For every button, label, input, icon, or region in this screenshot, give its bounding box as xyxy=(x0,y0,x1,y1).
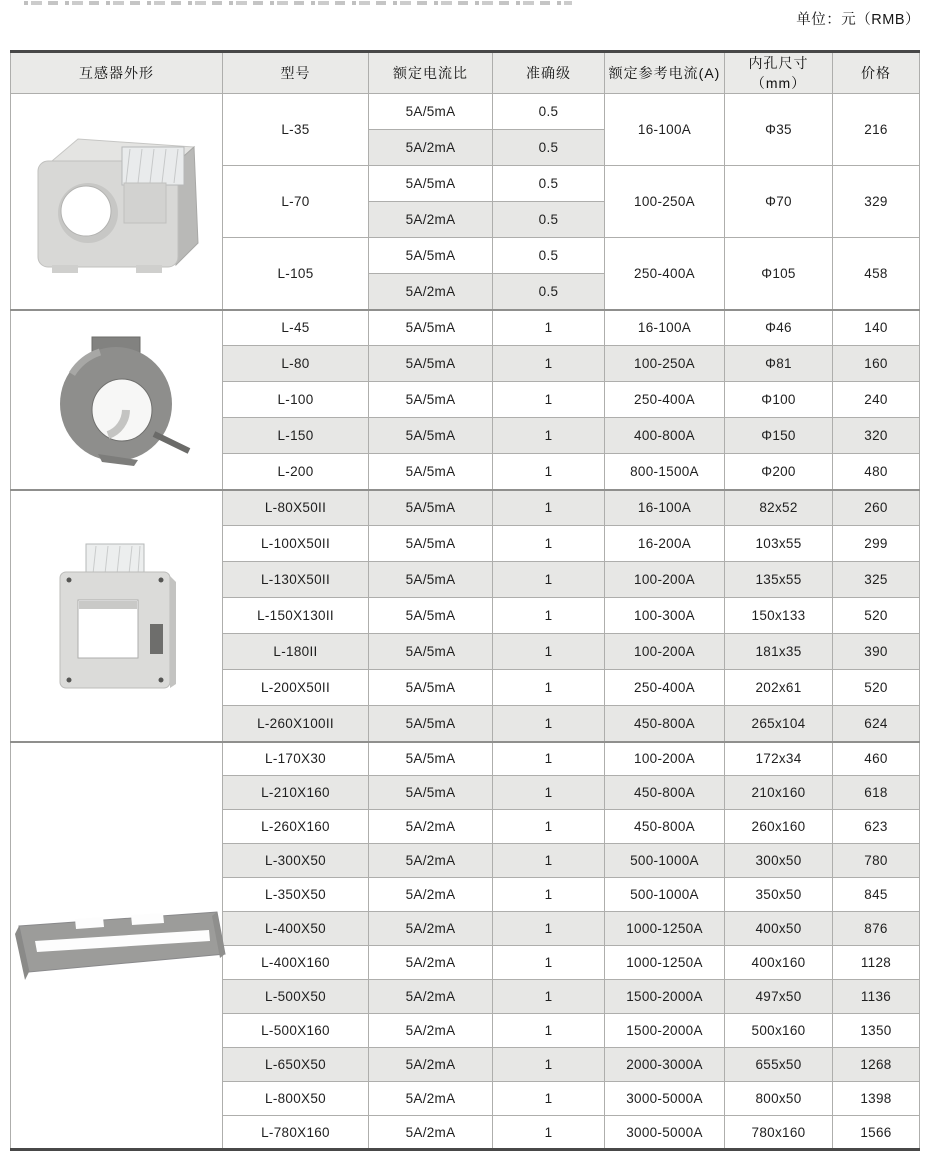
model-cell: L-210X160 xyxy=(223,776,369,810)
table-row xyxy=(11,94,920,130)
accuracy-cell: 0.5 xyxy=(493,166,605,202)
price-cell: 876 xyxy=(833,912,920,946)
model-cell: L-80X50II xyxy=(223,490,369,526)
column-header-hole-size: 内孔尺寸（mm） xyxy=(725,52,833,94)
accuracy-cell: 0.5 xyxy=(493,130,605,166)
ratio-cell: 5A/5mA xyxy=(369,526,493,562)
accuracy-cell: 1 xyxy=(493,310,605,346)
model-cell: L-130X50II xyxy=(223,562,369,598)
hole-size-cell: 500x160 xyxy=(725,1014,833,1048)
price-cell: 845 xyxy=(833,878,920,912)
unit-label: 单位：元（RMB） xyxy=(796,12,920,28)
model-cell: L-100 xyxy=(223,382,369,418)
transformer-toroid-image xyxy=(42,332,192,467)
current-cell: 100-250A xyxy=(605,346,725,382)
column-header-current: 额定参考电流(A) xyxy=(605,52,725,94)
current-cell: 450-800A xyxy=(605,810,725,844)
hole-size-cell: 780x160 xyxy=(725,1116,833,1150)
price-cell: 140 xyxy=(833,310,920,346)
hole-size-cell: Φ70 xyxy=(725,166,833,238)
price-cell: 520 xyxy=(833,598,920,634)
price-cell: 329 xyxy=(833,166,920,238)
price-cell: 1136 xyxy=(833,980,920,1014)
accuracy-cell: 1 xyxy=(493,1048,605,1082)
accuracy-cell: 1 xyxy=(493,742,605,776)
hole-size-cell: 82x52 xyxy=(725,490,833,526)
current-cell: 400-800A xyxy=(605,418,725,454)
model-cell: L-180II xyxy=(223,634,369,670)
ratio-cell: 5A/5mA xyxy=(369,490,493,526)
model-cell: L-260X160 xyxy=(223,810,369,844)
ratio-cell: 5A/5mA xyxy=(369,670,493,706)
transformer-box-round-hole-image xyxy=(24,125,209,277)
accuracy-cell: 1 xyxy=(493,526,605,562)
hole-size-cell: 800x50 xyxy=(725,1082,833,1116)
hole-size-cell: 300x50 xyxy=(725,844,833,878)
hole-size-cell: 150x133 xyxy=(725,598,833,634)
product-image-cell xyxy=(11,310,223,490)
current-cell: 3000-5000A xyxy=(605,1082,725,1116)
current-cell: 100-200A xyxy=(605,634,725,670)
ratio-cell: 5A/5mA xyxy=(369,418,493,454)
current-cell: 16-100A xyxy=(605,310,725,346)
price-cell: 618 xyxy=(833,776,920,810)
product-image-cell xyxy=(11,742,223,1150)
hole-size-cell: Φ105 xyxy=(725,238,833,310)
accuracy-cell: 1 xyxy=(493,844,605,878)
price-cell: 240 xyxy=(833,382,920,418)
hole-size-cell: 103x55 xyxy=(725,526,833,562)
current-cell: 16-200A xyxy=(605,526,725,562)
column-header-accuracy: 准确级 xyxy=(493,52,605,94)
accuracy-cell: 1 xyxy=(493,706,605,742)
model-cell: L-800X50 xyxy=(223,1082,369,1116)
price-cell: 780 xyxy=(833,844,920,878)
model-cell: L-80 xyxy=(223,346,369,382)
accuracy-cell: 1 xyxy=(493,562,605,598)
hole-size-cell: 172x34 xyxy=(725,742,833,776)
hole-size-cell: 400x160 xyxy=(725,946,833,980)
price-cell: 1268 xyxy=(833,1048,920,1082)
price-table-body xyxy=(11,94,920,1150)
price-cell: 1398 xyxy=(833,1082,920,1116)
price-cell: 320 xyxy=(833,418,920,454)
accuracy-cell: 1 xyxy=(493,418,605,454)
model-cell: L-200 xyxy=(223,454,369,490)
ratio-cell: 5A/2mA xyxy=(369,274,493,310)
hole-size-cell: Φ100 xyxy=(725,382,833,418)
model-cell: L-150X130II xyxy=(223,598,369,634)
model-cell: L-400X50 xyxy=(223,912,369,946)
current-cell: 1000-1250A xyxy=(605,912,725,946)
ratio-cell: 5A/5mA xyxy=(369,562,493,598)
hole-size-cell: Φ35 xyxy=(725,94,833,166)
accuracy-cell: 0.5 xyxy=(493,202,605,238)
accuracy-cell: 1 xyxy=(493,810,605,844)
current-cell: 1500-2000A xyxy=(605,1014,725,1048)
ratio-cell: 5A/2mA xyxy=(369,912,493,946)
model-cell: L-170X30 xyxy=(223,742,369,776)
ratio-cell: 5A/2mA xyxy=(369,1082,493,1116)
column-header-model: 型号 xyxy=(223,52,369,94)
price-cell: 216 xyxy=(833,94,920,166)
model-cell: L-200X50II xyxy=(223,670,369,706)
price-cell: 520 xyxy=(833,670,920,706)
accuracy-cell: 1 xyxy=(493,634,605,670)
accuracy-cell: 1 xyxy=(493,912,605,946)
transformer-rect-window-image xyxy=(52,536,182,696)
ratio-cell: 5A/5mA xyxy=(369,346,493,382)
hole-size-cell: 260x160 xyxy=(725,810,833,844)
current-cell: 1500-2000A xyxy=(605,980,725,1014)
model-cell: L-350X50 xyxy=(223,878,369,912)
model-cell: L-780X160 xyxy=(223,1116,369,1150)
hole-size-cell: Φ46 xyxy=(725,310,833,346)
hole-size-cell: Φ200 xyxy=(725,454,833,490)
model-cell: L-650X50 xyxy=(223,1048,369,1082)
current-cell: 100-200A xyxy=(605,562,725,598)
accuracy-cell: 1 xyxy=(493,382,605,418)
accuracy-cell: 0.5 xyxy=(493,94,605,130)
price-cell: 1350 xyxy=(833,1014,920,1048)
accuracy-cell: 1 xyxy=(493,598,605,634)
table-row xyxy=(11,742,920,776)
ratio-cell: 5A/5mA xyxy=(369,598,493,634)
price-cell: 160 xyxy=(833,346,920,382)
current-cell: 100-200A xyxy=(605,742,725,776)
price-cell: 624 xyxy=(833,706,920,742)
accuracy-cell: 1 xyxy=(493,1014,605,1048)
ratio-cell: 5A/5mA xyxy=(369,310,493,346)
current-cell: 3000-5000A xyxy=(605,1116,725,1150)
model-cell: L-70 xyxy=(223,166,369,238)
hole-size-cell: 265x104 xyxy=(725,706,833,742)
ratio-cell: 5A/5mA xyxy=(369,706,493,742)
model-cell: L-105 xyxy=(223,238,369,310)
ratio-cell: 5A/5mA xyxy=(369,94,493,130)
ratio-cell: 5A/5mA xyxy=(369,166,493,202)
accuracy-cell: 1 xyxy=(493,878,605,912)
product-image-cell xyxy=(11,94,223,310)
ratio-cell: 5A/2mA xyxy=(369,810,493,844)
ratio-cell: 5A/2mA xyxy=(369,980,493,1014)
price-cell: 623 xyxy=(833,810,920,844)
hole-size-cell: 181x35 xyxy=(725,634,833,670)
ratio-cell: 5A/5mA xyxy=(369,238,493,274)
ratio-cell: 5A/2mA xyxy=(369,1048,493,1082)
hole-size-cell: 350x50 xyxy=(725,878,833,912)
table-header-row xyxy=(11,52,920,94)
price-cell: 480 xyxy=(833,454,920,490)
hole-size-cell: 400x50 xyxy=(725,912,833,946)
hole-size-cell: Φ81 xyxy=(725,346,833,382)
ratio-cell: 5A/5mA xyxy=(369,776,493,810)
ratio-cell: 5A/2mA xyxy=(369,878,493,912)
current-cell: 800-1500A xyxy=(605,454,725,490)
model-cell: L-45 xyxy=(223,310,369,346)
price-cell: 458 xyxy=(833,238,920,310)
column-header-ratio: 额定电流比 xyxy=(369,52,493,94)
hole-size-cell: 202x61 xyxy=(725,670,833,706)
price-table xyxy=(10,50,920,1151)
model-cell: L-500X160 xyxy=(223,1014,369,1048)
accuracy-cell: 1 xyxy=(493,980,605,1014)
ratio-cell: 5A/2mA xyxy=(369,1014,493,1048)
accuracy-cell: 1 xyxy=(493,346,605,382)
accuracy-cell: 1 xyxy=(493,1116,605,1150)
accuracy-cell: 0.5 xyxy=(493,274,605,310)
current-cell: 450-800A xyxy=(605,776,725,810)
ratio-cell: 5A/5mA xyxy=(369,382,493,418)
model-cell: L-500X50 xyxy=(223,980,369,1014)
accuracy-cell: 0.5 xyxy=(493,238,605,274)
price-cell: 1128 xyxy=(833,946,920,980)
price-cell: 390 xyxy=(833,634,920,670)
accuracy-cell: 1 xyxy=(493,946,605,980)
ratio-cell: 5A/2mA xyxy=(369,202,493,238)
model-cell: L-35 xyxy=(223,94,369,166)
product-image-cell xyxy=(11,490,223,742)
price-cell: 325 xyxy=(833,562,920,598)
model-cell: L-400X160 xyxy=(223,946,369,980)
accuracy-cell: 1 xyxy=(493,776,605,810)
hole-size-cell: 497x50 xyxy=(725,980,833,1014)
hole-size-cell: 655x50 xyxy=(725,1048,833,1082)
model-cell: L-260X100II xyxy=(223,706,369,742)
accuracy-cell: 1 xyxy=(493,1082,605,1116)
table-row xyxy=(11,310,920,346)
current-cell: 16-100A xyxy=(605,94,725,166)
hole-size-cell: 135x55 xyxy=(725,562,833,598)
price-cell: 260 xyxy=(833,490,920,526)
model-cell: L-300X50 xyxy=(223,844,369,878)
current-cell: 16-100A xyxy=(605,490,725,526)
model-cell: L-150 xyxy=(223,418,369,454)
current-cell: 250-400A xyxy=(605,382,725,418)
current-cell: 100-300A xyxy=(605,598,725,634)
current-cell: 100-250A xyxy=(605,166,725,238)
transformer-busbar-image xyxy=(11,896,231,994)
column-header-price: 价格 xyxy=(833,52,920,94)
ratio-cell: 5A/5mA xyxy=(369,454,493,490)
hole-size-cell: Φ150 xyxy=(725,418,833,454)
current-cell: 450-800A xyxy=(605,706,725,742)
current-cell: 250-400A xyxy=(605,670,725,706)
current-cell: 2000-3000A xyxy=(605,1048,725,1082)
ratio-cell: 5A/2mA xyxy=(369,946,493,980)
table-row xyxy=(11,490,920,526)
clipped-page-title-fragment xyxy=(24,1,572,5)
column-header-appearance: 互感器外形 xyxy=(11,52,223,94)
ratio-cell: 5A/5mA xyxy=(369,742,493,776)
current-cell: 500-1000A xyxy=(605,878,725,912)
ratio-cell: 5A/2mA xyxy=(369,1116,493,1150)
price-cell: 1566 xyxy=(833,1116,920,1150)
accuracy-cell: 1 xyxy=(493,490,605,526)
current-cell: 250-400A xyxy=(605,238,725,310)
ratio-cell: 5A/5mA xyxy=(369,634,493,670)
ratio-cell: 5A/2mA xyxy=(369,130,493,166)
price-cell: 460 xyxy=(833,742,920,776)
model-cell: L-100X50II xyxy=(223,526,369,562)
ratio-cell: 5A/2mA xyxy=(369,844,493,878)
accuracy-cell: 1 xyxy=(493,670,605,706)
current-cell: 500-1000A xyxy=(605,844,725,878)
current-cell: 1000-1250A xyxy=(605,946,725,980)
hole-size-cell: 210x160 xyxy=(725,776,833,810)
price-cell: 299 xyxy=(833,526,920,562)
accuracy-cell: 1 xyxy=(493,454,605,490)
